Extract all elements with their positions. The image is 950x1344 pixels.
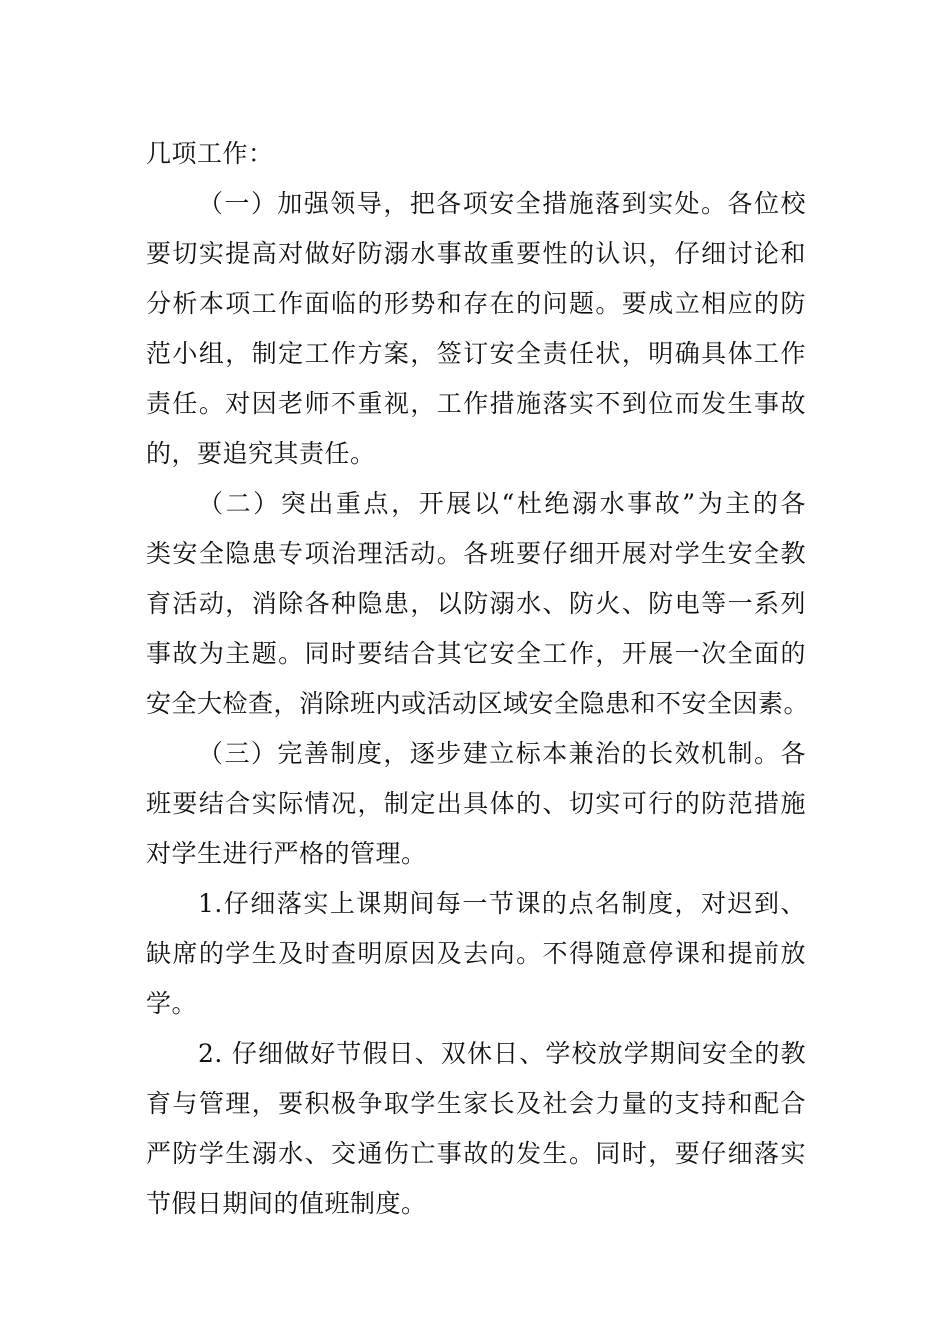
text-line: 班要结合实际情况，制定出具体的、切实可行的防范措施 — [146, 789, 806, 818]
text-line: 范小组，制定工作方案，签订安全责任状，明确具体工作 — [146, 339, 806, 368]
text-line: 育与管理，要积极争取学生家长及社会力量的支持和配合 — [146, 1089, 806, 1118]
text-line: 学。 — [146, 989, 198, 1018]
text-line: 分析本项工作面临的形势和存在的问题。要成立相应的防 — [146, 289, 806, 318]
text-line: 育活动，消除各种隐患，以防溺水、防火、防电等一系列 — [146, 589, 806, 618]
text-line: 类安全隐患专项治理活动。各班要仔细开展对学生安全教 — [146, 539, 806, 568]
text-line: （一）加强领导，把各项安全措施落到实处。各位校 — [198, 189, 806, 218]
text-line: 的，要追究其责任。 — [146, 439, 376, 468]
text-line: 2. 仔细做好节假日、双休日、学校放学期间安全的教 — [198, 1039, 806, 1068]
document-page — [146, 129, 810, 1229]
text-line: 节假日期间的值班制度。 — [146, 1189, 427, 1218]
text-line: （二）突出重点，开展以“杜绝溺水事故”为主的各 — [198, 489, 806, 518]
text-line: 事故为主题。同时要结合其它安全工作，开展一次全面的 — [146, 639, 806, 668]
text-line: 缺席的学生及时查明原因及去向。不得随意停课和提前放 — [146, 939, 806, 968]
text-line: （三）完善制度，逐步建立标本兼治的长效机制。各 — [198, 739, 806, 768]
text-line: 安全大检查，消除班内或活动区域安全隐患和不安全因素。 — [146, 689, 810, 718]
text-line: 几项工作： — [146, 139, 274, 168]
text-line: 对学生进行严格的管理。 — [146, 839, 427, 868]
text-line: 责任。对因老师不重视，工作措施落实不到位而发生事故 — [146, 389, 806, 418]
text-line: 严防学生溺水、交通伤亡事故的发生。同时，要仔细落实 — [146, 1139, 806, 1168]
text-line: 要切实提高对做好防溺水事故重要性的认识，仔细讨论和 — [146, 239, 806, 268]
text-line: 1.仔细落实上课期间每一节课的点名制度，对迟到、 — [198, 889, 806, 918]
